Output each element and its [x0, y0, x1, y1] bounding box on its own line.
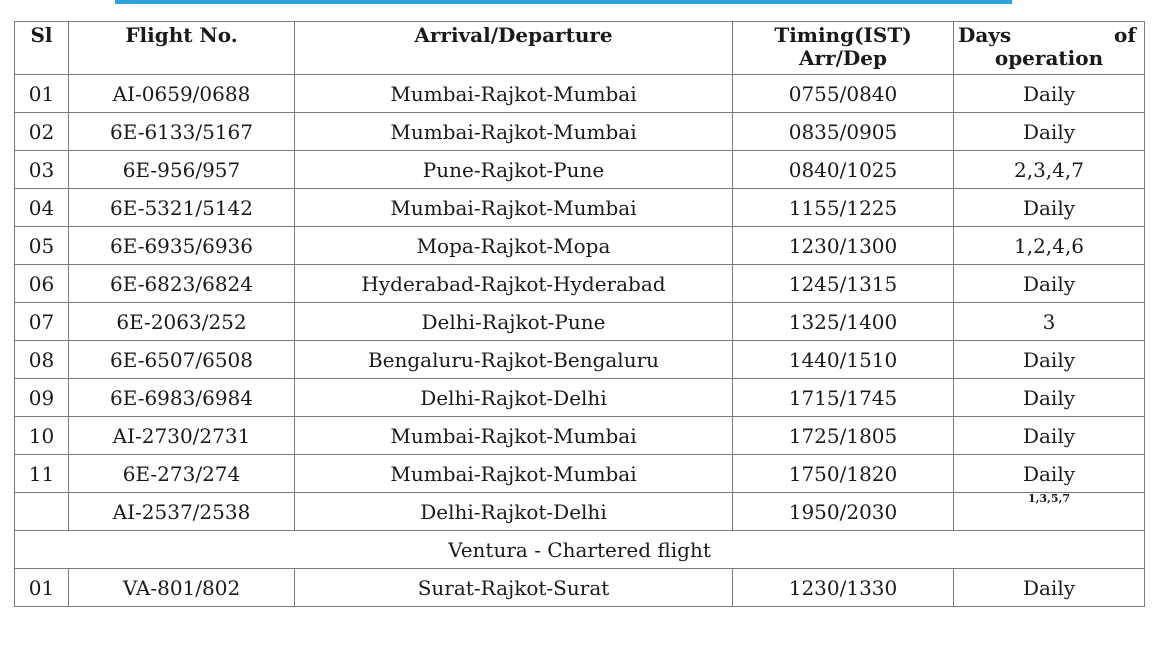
table-row: [15, 341, 1145, 379]
section-row: [15, 531, 1145, 569]
cell-flight-no: 6E-6507/6508: [69, 341, 295, 379]
cell-days: Daily: [954, 417, 1145, 455]
cell-route: Delhi-Rajkot-Pune: [295, 303, 733, 341]
cell-sl: 11: [15, 455, 69, 493]
cell-sl: 03: [15, 151, 69, 189]
cell-flight-no: 6E-273/274: [69, 455, 295, 493]
section-title: Ventura - Chartered flight: [15, 531, 1145, 569]
cell-route: Bengaluru-Rajkot-Bengaluru: [295, 341, 733, 379]
cell-route: Hyderabad-Rajkot-Hyderabad: [295, 265, 733, 303]
cell-timing: 1155/1225: [733, 189, 954, 227]
cell-flight-no: AI-0659/0688: [69, 75, 295, 113]
table-row: [15, 75, 1145, 113]
cell-timing: 1230/1330: [733, 569, 954, 607]
table-row: [15, 151, 1145, 189]
cell-sl: [15, 493, 69, 531]
header-flight-no: Flight No.: [69, 22, 295, 75]
cell-flight-no: AI-2537/2538: [69, 493, 295, 531]
cell-timing: 1440/1510: [733, 341, 954, 379]
cell-route: Surat-Rajkot-Surat: [295, 569, 733, 607]
cell-days: Daily: [954, 569, 1145, 607]
table-row: [15, 113, 1145, 151]
table-row: [15, 265, 1145, 303]
cell-sl: 04: [15, 189, 69, 227]
cell-days: [954, 493, 1145, 531]
cell-flight-no: VA-801/802: [69, 569, 295, 607]
header-days: [954, 22, 1145, 75]
table-row: [15, 455, 1145, 493]
cell-days-small: 1,3,5,7: [1027, 492, 1071, 505]
header-timing: [733, 22, 954, 75]
table-row: [15, 227, 1145, 265]
cell-flight-no: AI-2730/2731: [69, 417, 295, 455]
cell-flight-no: 6E-6983/6984: [69, 379, 295, 417]
cell-timing: 1750/1820: [733, 455, 954, 493]
table-row: [15, 379, 1145, 417]
cell-sl: 10: [15, 417, 69, 455]
cell-flight-no: 6E-6823/6824: [69, 265, 295, 303]
table-row: [15, 189, 1145, 227]
table-row: [15, 569, 1145, 607]
cell-sl: 01: [15, 75, 69, 113]
cell-timing: 1245/1315: [733, 265, 954, 303]
cell-timing: 0755/0840: [733, 75, 954, 113]
cell-timing: 1725/1805: [733, 417, 954, 455]
cell-days: Daily: [954, 75, 1145, 113]
cell-timing: 1325/1400: [733, 303, 954, 341]
header-timing-line1: Timing(IST): [774, 23, 912, 47]
cell-flight-no: 6E-5321/5142: [69, 189, 295, 227]
cell-timing: 1230/1300: [733, 227, 954, 265]
cell-route: Delhi-Rajkot-Delhi: [295, 493, 733, 531]
cell-timing: 0835/0905: [733, 113, 954, 151]
cell-days: Daily: [954, 265, 1145, 303]
cell-sl: 01: [15, 569, 69, 607]
cell-sl: 05: [15, 227, 69, 265]
top-accent-rule: [115, 0, 1012, 4]
cell-sl: 09: [15, 379, 69, 417]
cell-route: Mumbai-Rajkot-Mumbai: [295, 455, 733, 493]
header-sl: Sl: [15, 22, 69, 75]
cell-days: 3: [954, 303, 1145, 341]
header-days-word2: of: [1114, 23, 1136, 47]
header-row: [15, 22, 1145, 75]
cell-days: Daily: [954, 455, 1145, 493]
cell-route: Mumbai-Rajkot-Mumbai: [295, 113, 733, 151]
table-row: [15, 417, 1145, 455]
table-row: [15, 493, 1145, 531]
cell-route: Mumbai-Rajkot-Mumbai: [295, 189, 733, 227]
cell-flight-no: 6E-6935/6936: [69, 227, 295, 265]
cell-route: Pune-Rajkot-Pune: [295, 151, 733, 189]
flight-schedule-table: [14, 21, 1145, 607]
cell-sl: 07: [15, 303, 69, 341]
cell-route: Mumbai-Rajkot-Mumbai: [295, 75, 733, 113]
cell-sl: 08: [15, 341, 69, 379]
header-timing-line2: Arr/Dep: [799, 46, 887, 70]
cell-days: Daily: [954, 189, 1145, 227]
header-days-word1: Days: [958, 23, 1012, 47]
cell-route: Delhi-Rajkot-Delhi: [295, 379, 733, 417]
table-row: [15, 303, 1145, 341]
cell-days: 2,3,4,7: [954, 151, 1145, 189]
cell-days: Daily: [954, 379, 1145, 417]
cell-days: Daily: [954, 341, 1145, 379]
cell-flight-no: 6E-956/957: [69, 151, 295, 189]
cell-route: Mopa-Rajkot-Mopa: [295, 227, 733, 265]
cell-sl: 02: [15, 113, 69, 151]
cell-timing: 0840/1025: [733, 151, 954, 189]
header-route: Arrival/Departure: [295, 22, 733, 75]
cell-flight-no: 6E-6133/5167: [69, 113, 295, 151]
header-days-word3: operation: [994, 46, 1104, 70]
cell-route: Mumbai-Rajkot-Mumbai: [295, 417, 733, 455]
cell-flight-no: 6E-2063/252: [69, 303, 295, 341]
cell-timing: 1715/1745: [733, 379, 954, 417]
cell-days: 1,2,4,6: [954, 227, 1145, 265]
cell-sl: 06: [15, 265, 69, 303]
cell-days: Daily: [954, 113, 1145, 151]
cell-timing: 1950/2030: [733, 493, 954, 531]
